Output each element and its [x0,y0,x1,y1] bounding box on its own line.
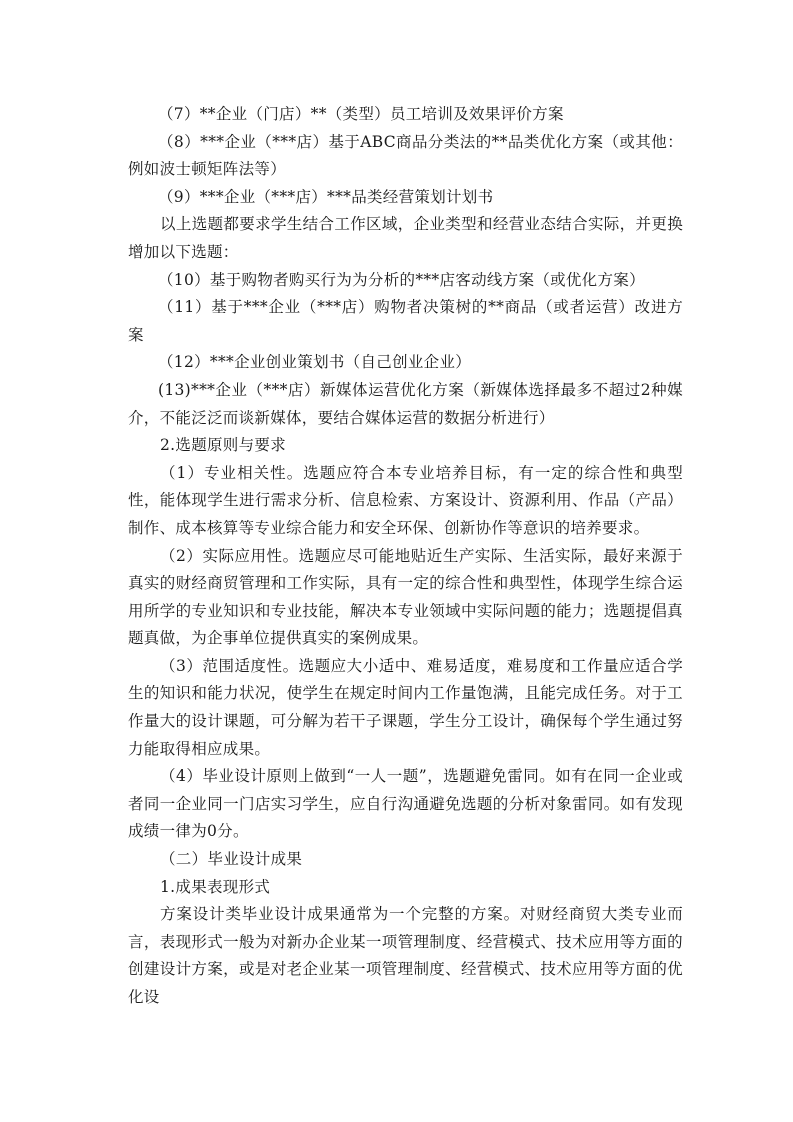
principle-practicality: （2）实际应用性。选题应尽可能地贴近生产实际、生活实际，最好来源于真实的财经商贸管理和工作实际，具有一定的综合性和典型性，体现学生综合运用所学的专业知识和专业技能，解决本专业领域中实际问题的能力；选题提倡真题真做，为企事单位提供真实的案例成果。 [128,546,683,648]
section-heading-selection-principles: 2.选题原则与要求 [160,436,286,455]
topic-item-10: （10）基于购物者购买行为为分析的***店客动线方案（或优化方案） [158,270,645,289]
principle-one-person-one-topic: （4）毕业设计原则上做到“一人一题”，选题避免雷同。如有在同一企业或者同一企业同一门店实习学生，应自行沟通避免选题的分析对象雷同。如有发现成绩一律为0分。 [128,767,683,841]
topic-item-8: （8）***企业（***店）基于ABC商品分类法的**品类优化方案（或其他：例如波士顿矩阵法等） [128,132,683,179]
topic-item-12: （12）***企业创业策划书（自己创业企业） [158,353,472,372]
principle-relevance: （1）专业相关性。选题应符合本专业培养目标，有一定的综合性和典型性，能体现学生进行需求分析、信息检索、方案设计、资源利用、作品（产品）制作、成本核算等专业综合能力和安全环保、创新协作等意识的培养要求。 [128,463,683,537]
topic-item-13: (13)***企业（***店）新媒体运营优化方案（新媒体选择最多不超过2种媒介，不能泛泛而谈新媒体，要结合媒体运营的数据分析进行） [128,380,683,427]
section-heading-design-results: （二）毕业设计成果 [160,850,303,869]
document-page [128,101,683,1012]
topic-item-7: （7）**企业（门店）**（类型）员工培训及效果评价方案 [158,105,564,123]
topic-item-11: （11）基于***企业（***店）购物者决策树的**商品（或者运营）改进方案 [128,298,683,344]
subsection-heading-result-form: 1.成果表现形式 [160,877,271,896]
topic-note-paragraph: 以上选题都要求学生结合工作区域，企业类型和经营业态结合实际，并更换增加以下选题： [128,215,683,261]
principle-scope: （3）范围适度性。选题应大小适中、难易适度，难易度和工作量应适合学生的知识和能力状况，使学生在规定时间内工作量饱满，且能完成任务。对于工作量大的设计课题，可分解为若干子课题，学生分工设计，确保每个学生通过努力能取得相应成果。 [128,656,683,758]
topic-item-9: （9）***企业（***店）***品类经营策划计划书 [158,187,494,206]
result-form-paragraph: 方案设计类毕业设计成果通常为一个完整的方案。对财经商贸大类专业而言，表现形式一般为对新办企业某一项管理制度、经营模式、技术应用等方面的创建设计方案，或是对老企业某一项管理制度、经营模式、技术应用等方面的优化设 [128,905,683,1006]
